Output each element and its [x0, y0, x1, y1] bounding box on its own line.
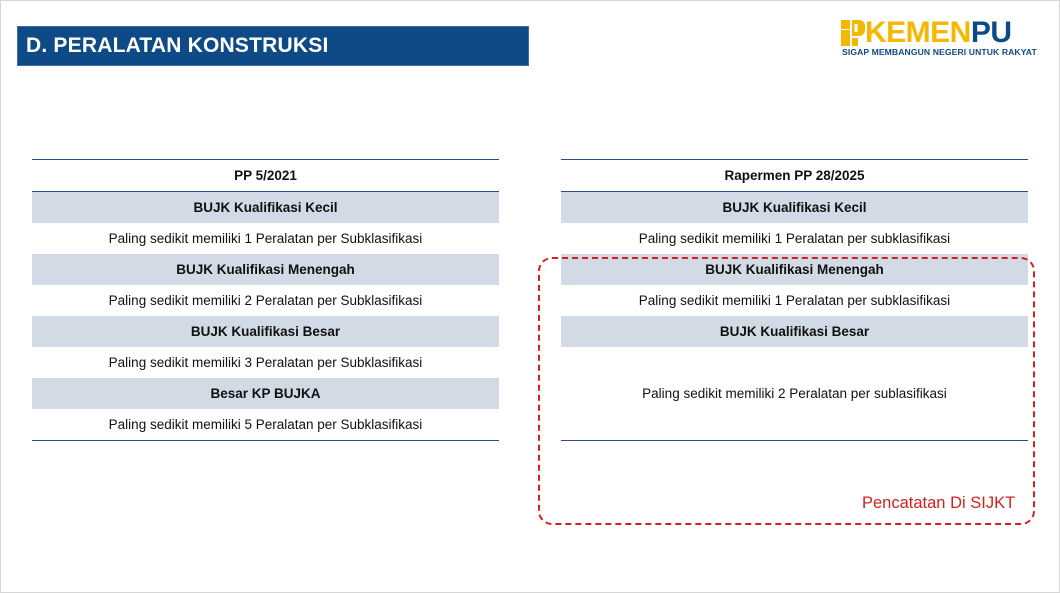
annotation-label: Pencatatan Di SIJKT: [862, 494, 1016, 512]
requirement-row: Paling sedikit memiliki 2 Peralatan per sublasifikasi: [642, 386, 947, 401]
table-pp-5-2021: [32, 159, 499, 441]
table-header: PP 5/2021: [32, 160, 499, 192]
logo-word-kemen: KEMEN: [865, 16, 971, 49]
requirement-row: Paling sedikit memiliki 1 Peralatan per subklasifikasi: [638, 231, 951, 246]
requirement-row: Paling sedikit memiliki 5 Peralatan per Subklasifikasi: [108, 417, 423, 432]
highlight-dashed-box: [538, 257, 1035, 525]
category-row: BUJK Kualifikasi Menengah: [32, 254, 499, 285]
kemenpu-emblem-icon: [841, 20, 865, 46]
logo-wordmark: [865, 17, 1012, 49]
category-row: BUJK Kualifikasi Kecil: [32, 192, 499, 223]
category-row: BUJK Kualifikasi Kecil: [561, 192, 1028, 223]
page-title: D. PERALATAN KONSTRUKSI: [17, 26, 529, 66]
category-row: BUJK Kualifikasi Besar: [32, 316, 499, 347]
kemenpu-logo: [839, 17, 1049, 61]
category-row: BUJK Kualifikasi Besar: [561, 316, 1028, 347]
requirement-row: Paling sedikit memiliki 2 Peralatan per Subklasifikasi: [108, 293, 423, 308]
requirement-row: Paling sedikit memiliki 1 Peralatan per Subklasifikasi: [108, 231, 423, 246]
requirement-row: Paling sedikit memiliki 3 Peralatan per Subklasifikasi: [108, 355, 423, 370]
table-header: Rapermen PP 28/2025: [561, 160, 1028, 192]
logo-word-pu: PU: [970, 16, 1012, 49]
requirement-row: Paling sedikit memiliki 1 Peralatan per subklasifikasi: [638, 293, 951, 308]
category-row: Besar KP BUJKA: [32, 378, 499, 409]
logo-tagline: SIGAP MEMBANGUN NEGERI UNTUK RAKYAT: [842, 47, 1037, 57]
category-row: BUJK Kualifikasi Menengah: [561, 254, 1028, 285]
